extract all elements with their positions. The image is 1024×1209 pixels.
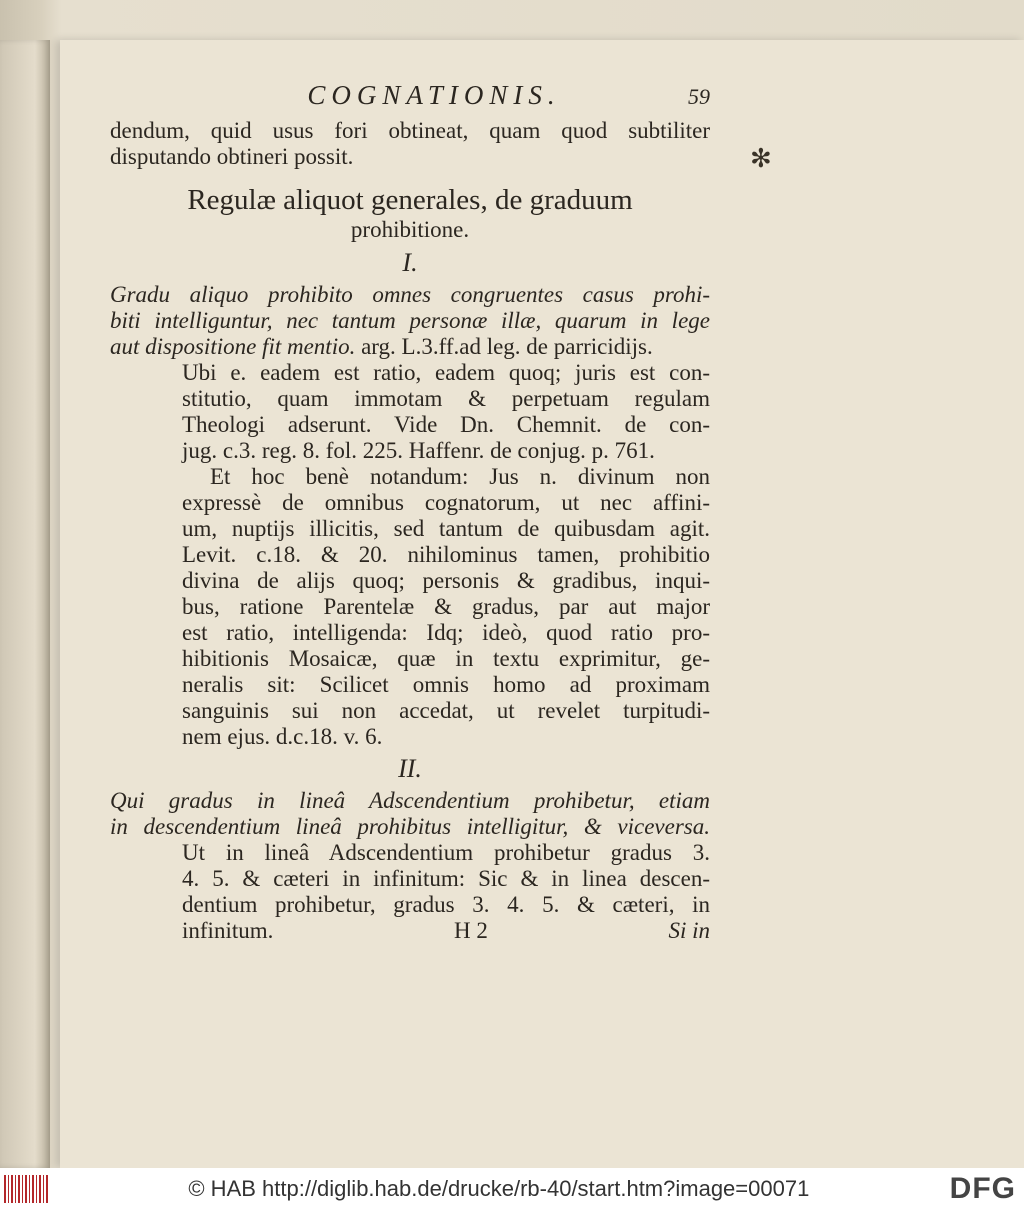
body-line: divina de alijs quoq; personis & gradibus, inqui- bbox=[182, 568, 710, 593]
body-line: expressè de omnibus cognatorum, ut nec affini- bbox=[182, 490, 710, 515]
body-line: est ratio, intelligenda: Idq; ideò, quod ratio pro- bbox=[182, 620, 710, 645]
text-line: disputando obtineri possit. bbox=[110, 144, 354, 169]
page-number: 59 bbox=[688, 84, 710, 109]
signature-mark: H 2 bbox=[453, 918, 488, 943]
rule-text-line: in descendentium lineâ prohibitus intelligitur, & viceversa. bbox=[110, 814, 710, 839]
body-line: stitutio, quam immotam & perpetuam regulam bbox=[182, 386, 710, 411]
body-line: um, nuptijs illicitis, sed tantum de quibusdam agit. bbox=[182, 516, 710, 541]
previous-page-edge bbox=[0, 40, 50, 1168]
body-line: jug. c.3. reg. 8. fol. 225. Haffenr. de conjug. p. 761. bbox=[182, 438, 655, 463]
section-subheading: prohibitione. bbox=[350, 217, 470, 242]
running-title: COGNATIONIS. bbox=[307, 80, 561, 110]
running-head bbox=[110, 80, 710, 118]
body-line: sanguinis sui non accedat, ut revelet turpitudi- bbox=[182, 698, 710, 723]
printers-ornament: ✻ bbox=[750, 144, 772, 174]
rule-text-line bbox=[110, 334, 710, 360]
body-line: Theologi adserunt. Vide Dn. Chemnit. de con- bbox=[182, 412, 710, 437]
viewer-footer-bar bbox=[0, 1168, 1024, 1209]
body-line: Levit. c.18. & 20. nihilominus tamen, prohibitio bbox=[182, 542, 710, 567]
dfg-logo: DFG bbox=[949, 1171, 1016, 1205]
citation-link[interactable]: © HAB http://diglib.hab.de/drucke/rb-40/start.htm?image=00071 bbox=[188, 1175, 810, 1201]
rule-text-line: biti intelliguntur, nec tantum personæ illæ, quarum in lege bbox=[110, 308, 710, 333]
rule-text-line: Gradu aliquo prohibito omnes congruentes casus prohi- bbox=[110, 282, 710, 307]
rule-number: II. bbox=[398, 754, 422, 783]
rule-text-citation: arg. L.3.ff.ad leg. de parricidijs. bbox=[355, 334, 653, 359]
section-heading: Regulæ aliquot generales, de graduum bbox=[187, 184, 633, 216]
rule-text-line: Qui gradus in lineâ Adscendentium prohibetur, etiam bbox=[110, 788, 710, 813]
body-line: neralis sit: Scilicet omnis homo ad proximam bbox=[182, 672, 710, 697]
body-line: Ut in lineâ Adscendentium prohibetur gradus 3. bbox=[182, 840, 710, 865]
body-line: 4. 5. & cæteri in infinitum: Sic & in linea descen- bbox=[182, 866, 710, 891]
page-text bbox=[110, 80, 710, 944]
rule-number: I. bbox=[402, 248, 418, 277]
body-line: Et hoc benè notandum: Jus n. divinum non bbox=[210, 464, 710, 489]
body-line: Ubi e. eadem est ratio, eadem quoq; juris est con- bbox=[182, 360, 710, 385]
catchword: Si in bbox=[668, 918, 710, 943]
body-line: hibitionis Mosaicæ, quæ in textu exprimitur, ge- bbox=[182, 646, 710, 671]
hab-logo-icon bbox=[4, 1175, 48, 1203]
page-footer-line bbox=[110, 918, 710, 944]
body-line: bus, ratione Parentelæ & gradus, par aut major bbox=[182, 594, 710, 619]
text-line: dendum, quid usus fori obtineat, quam quod subtiliter bbox=[110, 118, 710, 143]
body-line: dentium prohibetur, gradus 3. 4. 5. & cæteri, in bbox=[182, 892, 710, 917]
body-line: nem ejus. d.c.18. v. 6. bbox=[182, 724, 383, 749]
rule-text-italic: aut dispositione fit mentio. bbox=[110, 334, 356, 359]
body-line-end: infinitum. bbox=[182, 918, 274, 943]
